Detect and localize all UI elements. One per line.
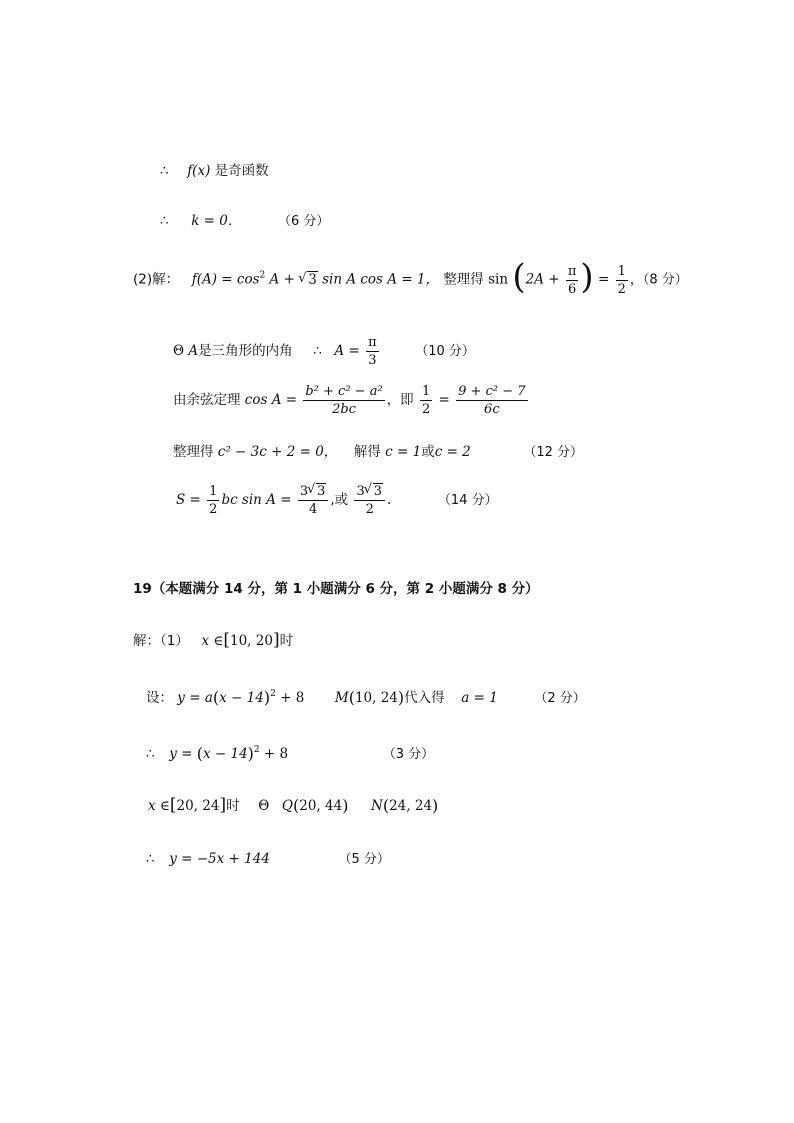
simplify-text: 整理得 xyxy=(443,271,484,288)
one-half: $\frac{1}{2}$ xyxy=(617,263,626,297)
sin-label: sin xyxy=(488,271,509,288)
time-text: 时 xyxy=(226,798,240,814)
q19-step-2: 设： $y = a(x - 14)^2 + 8$ M(10, 24)代入得 a = 1 （2 分） xyxy=(146,688,586,707)
bc-sin-a: bc sin A = xyxy=(221,492,296,508)
because-symbol: Θ xyxy=(258,798,270,814)
substitute-text: 代入得 xyxy=(404,690,445,706)
solve-label: 解：（1） xyxy=(133,633,189,649)
equals: = xyxy=(597,271,610,288)
score-10: （10 分） xyxy=(415,344,475,359)
part2-label: (2)解： xyxy=(133,271,180,288)
q19-step-4: x ∈[20, 24]时 Θ Q(20, 44) N(24, 24) xyxy=(148,795,439,815)
nine-fraction: $\frac{\text{9 + c² − 7}}{6c}$ xyxy=(458,384,526,417)
right-bracket: ] xyxy=(272,630,280,650)
therefore-symbol: ∴ xyxy=(146,746,155,762)
q19-step-3: ∴ $y = (x - 14)^2 + 8$ （3 分） xyxy=(146,744,435,763)
period: . xyxy=(387,492,392,508)
line-k-equals-zero xyxy=(160,215,329,229)
x-minus-14: x − 14 xyxy=(202,746,248,762)
score-5: （5 分） xyxy=(338,852,390,867)
interval: 20, 24 xyxy=(176,798,220,814)
right-paren: ) xyxy=(580,257,594,297)
therefore-symbol: ∴ xyxy=(160,213,169,229)
a-equals: A = xyxy=(334,343,365,359)
score-8: ，（8 分） xyxy=(629,272,688,288)
s-equals: S = xyxy=(176,492,206,508)
point-m-value: 10, 24 xyxy=(354,690,398,706)
one-half-b: $\frac{1}{2}$ xyxy=(421,384,431,417)
q19-step-1 xyxy=(133,630,294,650)
or-text: ,或 xyxy=(330,492,349,508)
pi-over-3: $\frac{\pi}{3}$ xyxy=(368,335,377,368)
because-symbol: Θ xyxy=(173,343,185,359)
line-cosine-law xyxy=(173,385,530,416)
left-bracket: [ xyxy=(169,795,177,815)
line-triangle-angle xyxy=(173,336,475,367)
k-expr: k = 0． xyxy=(191,213,242,229)
plus-8: + 8 xyxy=(259,746,289,762)
simplify-text: 整理得 xyxy=(173,444,214,460)
cosine-law-text: 由余弦定理 xyxy=(173,392,241,408)
area-frac-2: $\frac{3√ 3}{2}$ xyxy=(354,485,385,516)
cos-a: cos A = xyxy=(244,392,302,408)
score-6: （6 分） xyxy=(277,214,330,229)
c-two: c = 2 xyxy=(434,444,471,460)
left-paren: ( xyxy=(512,257,526,297)
therefore-symbol: ∴ xyxy=(160,163,169,179)
point-q-value: 20, 44 xyxy=(299,798,343,814)
sqrt-3: √ 3 xyxy=(299,274,318,288)
therefore-symbol: ∴ xyxy=(146,851,155,867)
line-part2-equation xyxy=(133,257,688,297)
x-in: x ∈ xyxy=(201,633,224,649)
quadratic-eq: c² − 3c + 2 = 0， xyxy=(217,444,338,460)
line-quadratic xyxy=(173,446,583,460)
cosine-fraction: $\frac{\text{b² + c² − a²}}{2bc}$ xyxy=(305,384,383,417)
fa-cos: f(A) = cos xyxy=(191,271,260,288)
x-minus-14: x − 14 xyxy=(219,690,264,706)
line-area xyxy=(176,485,498,516)
or-text: 或 xyxy=(421,444,435,460)
score-3: （3 分） xyxy=(382,747,435,762)
solve-text: 解得 xyxy=(353,444,381,460)
fx-expr: f(x) xyxy=(187,163,211,179)
plus-8: + 8 xyxy=(275,690,305,706)
one-half-c: $\frac{1}{2}$ xyxy=(209,484,218,517)
inner-angle-text: 是三角形的内角 xyxy=(198,343,293,359)
score-2: （2 分） xyxy=(534,691,586,706)
arg-2a: 2A + xyxy=(525,271,564,288)
equals: = xyxy=(438,392,450,408)
score-14: （14 分） xyxy=(437,493,498,508)
plus-a: A + xyxy=(269,271,300,288)
angle-a: A xyxy=(188,343,199,359)
y-equals: y = xyxy=(169,746,197,762)
right-bracket: ] xyxy=(219,795,227,815)
point-n-value: 24, 24 xyxy=(389,798,433,814)
let-label: 设： xyxy=(146,690,173,706)
x-in: x ∈ xyxy=(148,798,170,814)
point-q: Q xyxy=(281,798,293,814)
point-m: M xyxy=(334,690,349,706)
line-odd-function xyxy=(160,165,269,179)
exp: 2 xyxy=(253,745,260,755)
c-one: c = 1 xyxy=(385,444,422,460)
a-result: a = 1 xyxy=(461,690,498,706)
therefore-symbol: ∴ xyxy=(313,343,322,359)
point-n: N xyxy=(371,798,383,814)
linear-expr: y = −5x + 144 xyxy=(169,851,270,867)
y-equals-a: y = a xyxy=(177,690,213,706)
pi-over-6: $\frac{\pi}{6}$ xyxy=(567,263,577,297)
score-12: （12 分） xyxy=(523,445,584,460)
exp: 2 xyxy=(270,689,276,699)
interval: 10, 20 xyxy=(229,633,273,649)
exp-2: 2 xyxy=(259,270,266,281)
time-text: 时 xyxy=(279,633,294,649)
ji-text: ，即 xyxy=(386,392,414,408)
sin-cos-expr: sin A cos A = 1， xyxy=(322,271,440,288)
left-bracket: [ xyxy=(223,630,230,650)
q19-heading: 19（本题满分 14 分，第 1 小题满分 6 分，第 2 小题满分 8 分） xyxy=(133,581,539,597)
q19-step-5 xyxy=(146,853,390,867)
area-frac-4: $\frac{3√ 3}{4}$ xyxy=(298,485,329,516)
odd-function-text: 是奇函数 xyxy=(214,163,269,179)
